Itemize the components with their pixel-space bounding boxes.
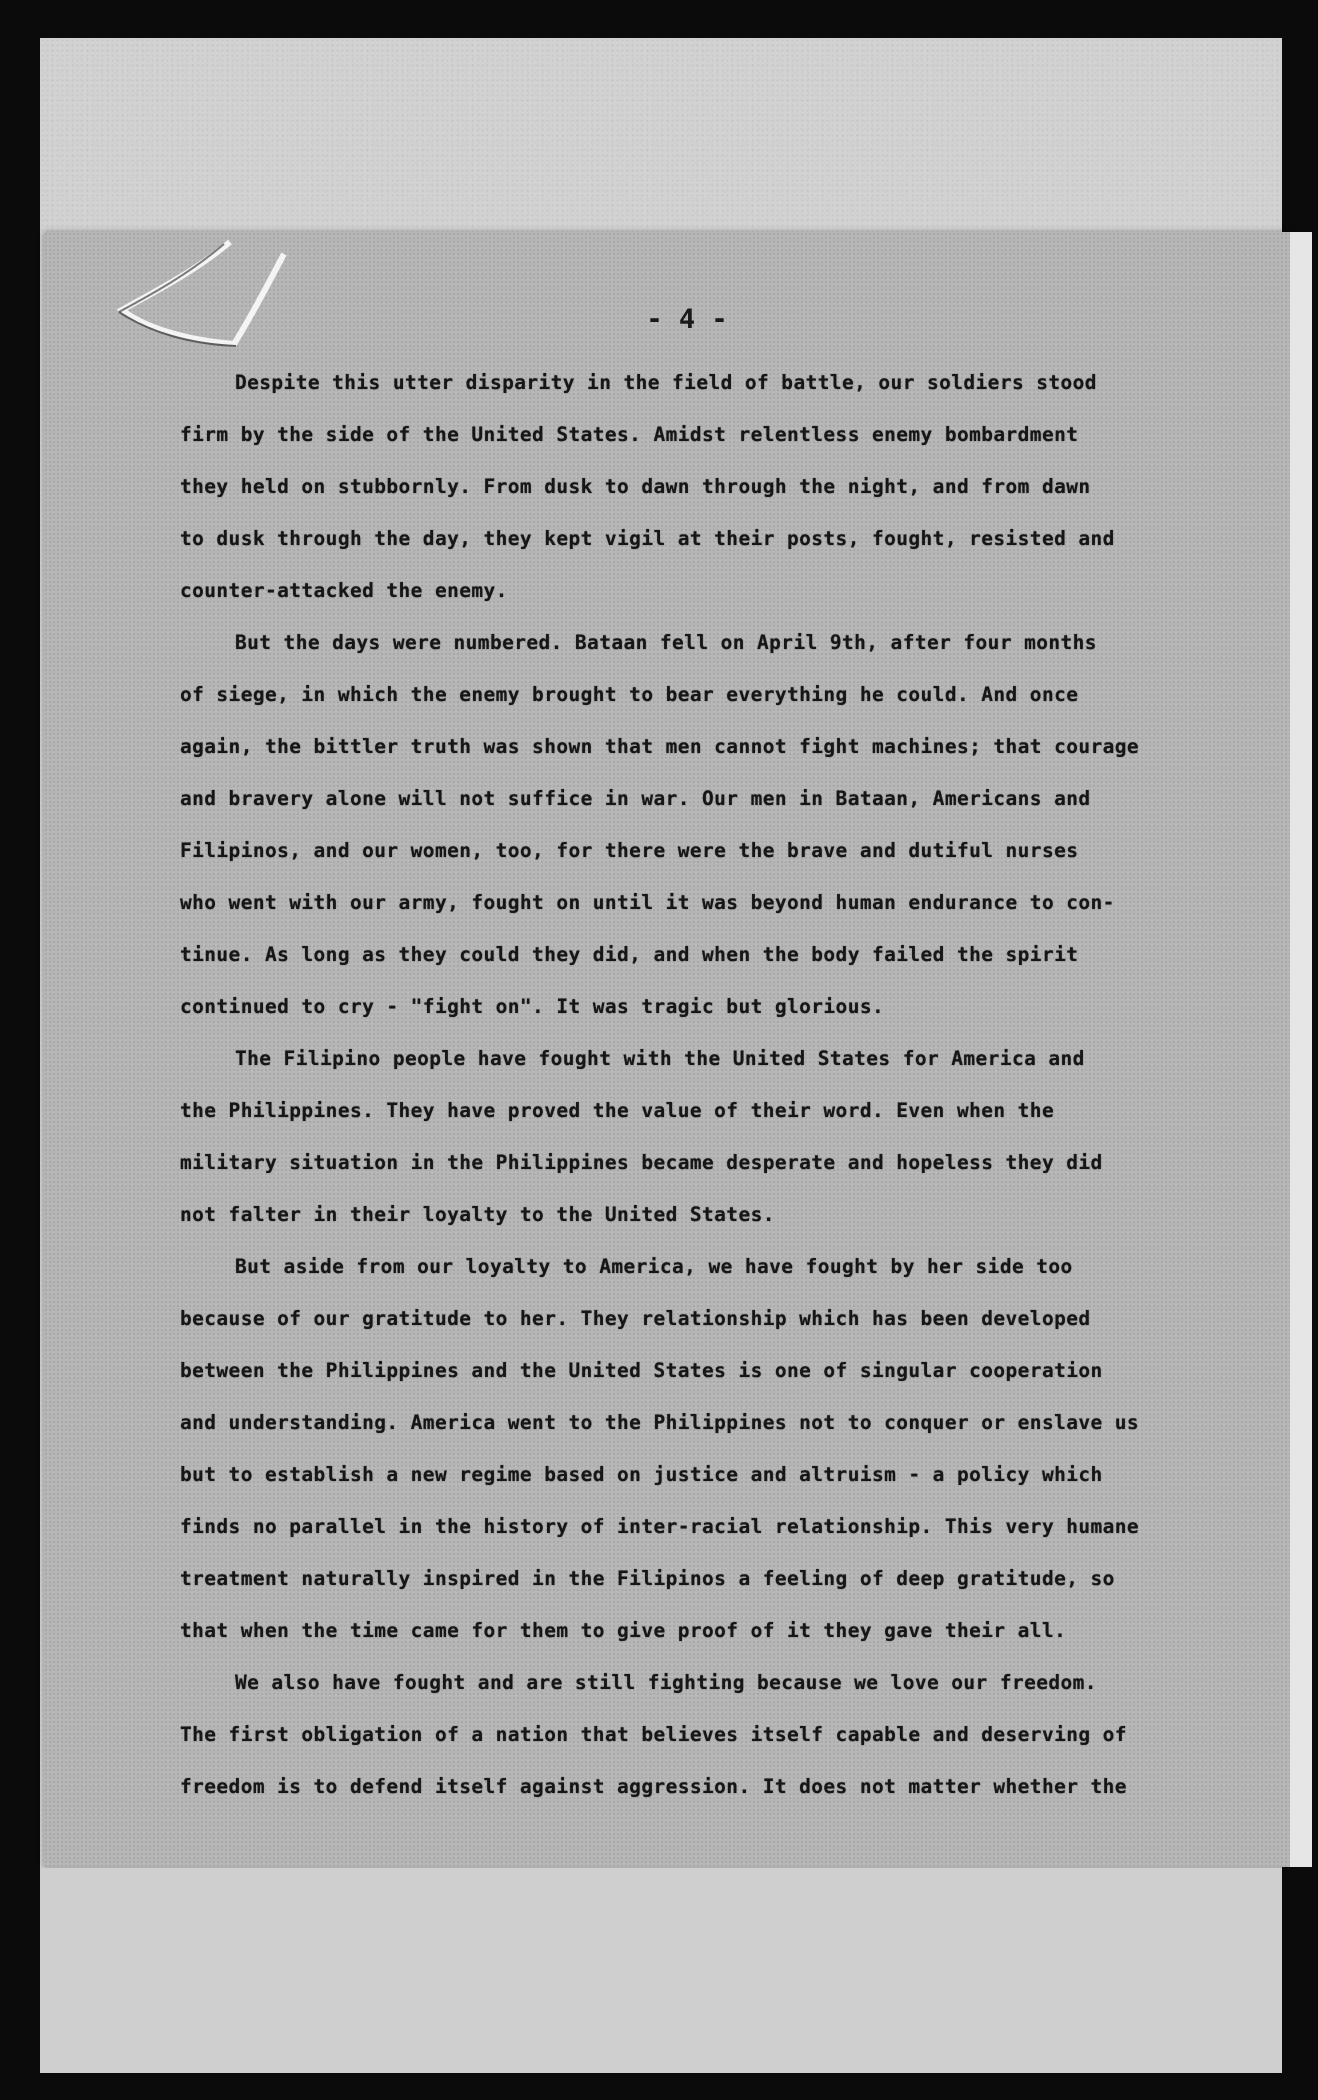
text-line: freedom is to defend itself against aggression. It does not matter whether the xyxy=(180,1775,1127,1798)
text-line: finds no parallel in the history of inter-racial relationship. This very humane xyxy=(180,1515,1140,1538)
text-line: firm by the side of the United States. Amidst relentless enemy bombardment xyxy=(180,423,1079,446)
text-line: We also have fought and are still fighting because we love our freedom. xyxy=(235,1671,1097,1694)
text-line: Filipinos, and our women, too, for there were the brave and dutiful nurses xyxy=(180,839,1079,862)
text-line: they held on stubbornly. From dusk to dawn through the night, and from dawn xyxy=(180,475,1091,498)
text-line: because of our gratitude to her. They relationship which has been developed xyxy=(180,1307,1091,1330)
text-line: treatment naturally inspired in the Filipinos a feeling of deep gratitude, so xyxy=(180,1567,1115,1590)
text-line: The Filipino people have fought with the United States for America and xyxy=(235,1047,1085,1070)
text-line: But aside from our loyalty to America, we have fought by her side too xyxy=(235,1255,1073,1278)
back-page-bottom xyxy=(40,1868,1282,2073)
text-line: who went with our army, fought on until it was beyond human endurance to con- xyxy=(180,891,1115,914)
text-line: again, the bittler truth was shown that men cannot fight machines; that courage xyxy=(180,735,1140,758)
text-line: tinue. As long as they could they did, and when the body failed the spirit xyxy=(180,943,1079,966)
text-line: counter-attacked the enemy. xyxy=(180,579,508,602)
text-line: that when the time came for them to give proof of it they gave their all. xyxy=(180,1619,1067,1642)
text-line: to dusk through the day, they kept vigil at their posts, fought, resisted and xyxy=(180,527,1115,550)
text-line: and bravery alone will not suffice in war. Our men in Bataan, Americans and xyxy=(180,787,1091,810)
typed-body-text xyxy=(180,357,1210,1813)
text-line: continued to cry - "fight on". It was tragic but glorious. xyxy=(180,995,885,1018)
text-line: and understanding. America went to the Philippines not to conquer or enslave us xyxy=(180,1411,1140,1434)
folded-corner-mark xyxy=(44,232,304,372)
text-line: the Philippines. They have proved the value of their word. Even when the xyxy=(180,1099,1055,1122)
text-line: between the Philippines and the United States is one of singular cooperation xyxy=(180,1359,1103,1382)
text-line: Despite this utter disparity in the field of battle, our soldiers stood xyxy=(235,371,1097,394)
text-line: but to establish a new regime based on justice and altruism - a policy which xyxy=(180,1463,1103,1486)
text-line: of siege, in which the enemy brought to bear everything he could. And once xyxy=(180,683,1079,706)
text-line: military situation in the Philippines became desperate and hopeless they did xyxy=(180,1151,1103,1174)
document-page xyxy=(44,232,1290,1867)
text-line: not falter in their loyalty to the United States. xyxy=(180,1203,775,1226)
text-line: But the days were numbered. Bataan fell on April 9th, after four months xyxy=(235,631,1097,654)
page-number: - 4 - xyxy=(646,304,728,335)
text-line: The first obligation of a nation that believes itself capable and deserving of xyxy=(180,1723,1127,1746)
